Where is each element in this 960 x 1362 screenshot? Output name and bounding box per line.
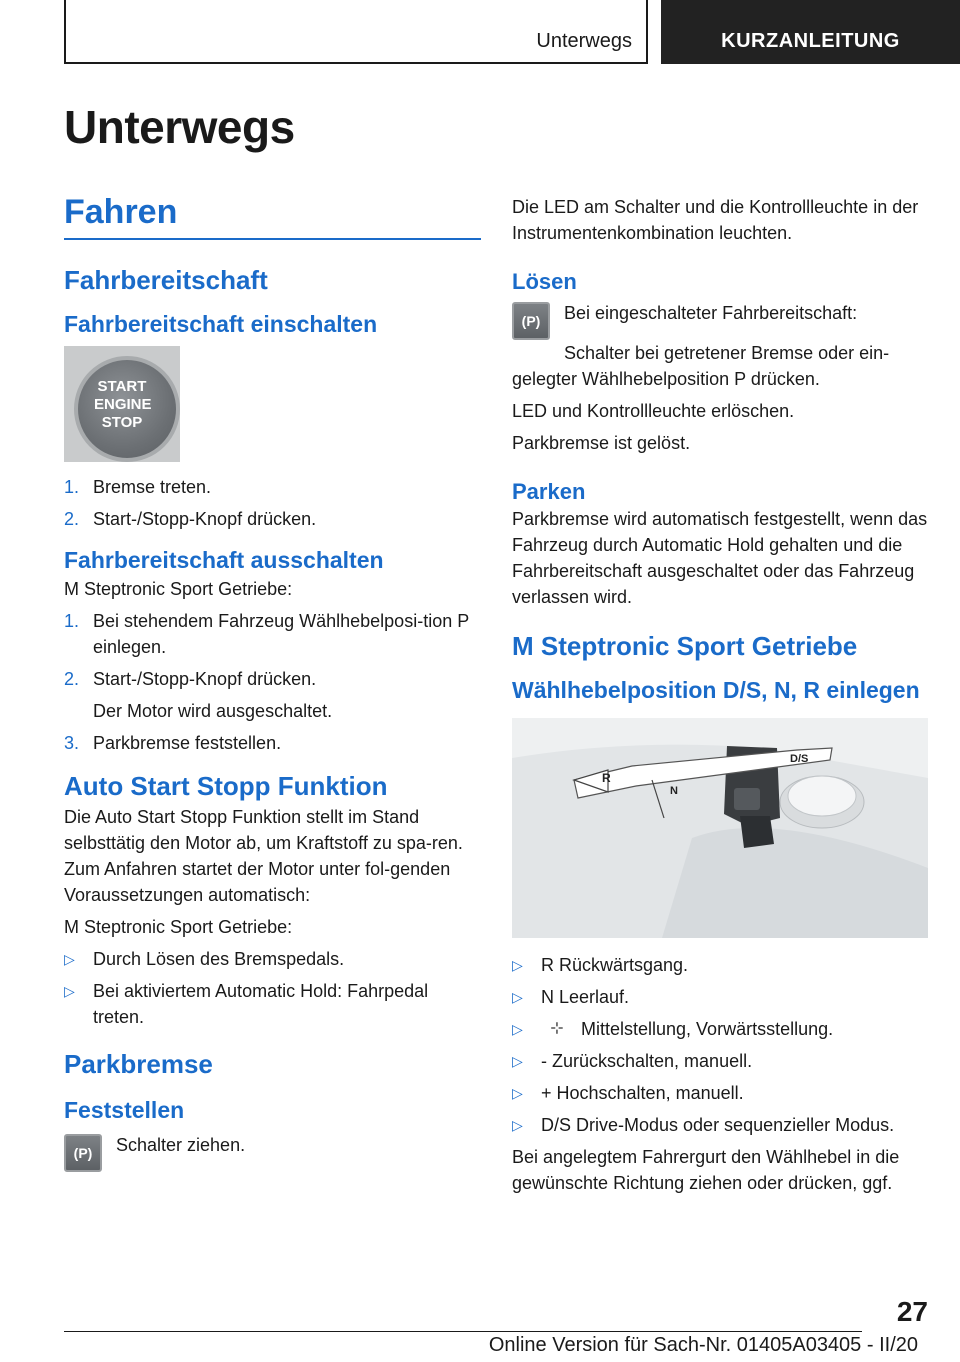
footer-divider [64, 1331, 862, 1332]
loesen-line1: Bei eingeschalteter Fahrbereitschaft: [564, 303, 858, 323]
heading-ausschalten: Fahrbereitschaft ausschalten [64, 547, 384, 573]
auto-start-text: Die Auto Start Stopp Funktion stellt im Stand selbsttätig den Motor ab, um Kraftstoff zu spa-ren. Zum Anfahren startet der Motor unter fol-genden Voraussetzungen automatisch: [64, 807, 463, 905]
step-text: Start-/Stopp-Knopf drücken. [93, 669, 317, 689]
loesen-line2: Schalter bei getretener Bremse oder ein-gelegter Wählhebelposition P drücken. [512, 343, 890, 389]
heading-parkbremse: Parkbremse [64, 1049, 213, 1079]
gear-selector-drawing [512, 718, 928, 938]
parken-text: Parkbremse wird automatisch festgestellt, wenn das Fahrzeug durch Automatic Hold gehalten und die Fahrbereitschaft ausgeschaltet oder das Fahrzeug verlassen wird. [512, 509, 928, 607]
triangle-bullet-icon: ▷ [64, 951, 75, 967]
auto-start-bullets [64, 946, 481, 1030]
parking-brake-icon: (P) [512, 302, 550, 340]
heading-feststellen: Feststellen [64, 1097, 185, 1123]
triangle-bullet-icon: ▷ [512, 1053, 523, 1069]
triangle-bullet-icon: ▷ [512, 989, 523, 1005]
bullet-text: N Leerlauf. [541, 987, 630, 1007]
heading-waehlhebel: Wählhebelposition D/S, N, R einlegen [512, 677, 920, 703]
header-section-box [64, 0, 648, 64]
step-number: 2. [64, 509, 80, 529]
list-item [64, 946, 481, 972]
bullet-text: + Hochschalten, manuell. [541, 1083, 744, 1103]
page-title: Unterwegs [64, 101, 295, 153]
gear-bullets [512, 952, 928, 1138]
list-item [512, 1048, 928, 1074]
step-text: Parkbremse feststellen. [93, 733, 282, 753]
loesen-p2: LED und Kontrollleuchte erlöschen. [512, 401, 795, 421]
parking-brake-icon: (P) [64, 1134, 102, 1172]
list-item [512, 1112, 928, 1138]
header-chapter-tab[interactable]: KURZANLEITUNG [661, 0, 960, 64]
page-number: 27 [896, 1296, 928, 1327]
heading-loesen: Lösen [512, 269, 577, 294]
loesen-row [512, 300, 928, 340]
closing-text: Bei angelegtem Fahrergurt den Wählhebel in die gewünschte Richtung ziehen oder drücken, ggf. [512, 1147, 900, 1193]
bullet-text: Mittelstellung, Vorwärtsstellung. [581, 1019, 834, 1039]
ausschalten-steps [64, 608, 481, 756]
loesen-p3: Parkbremse ist gelöst. [512, 433, 691, 453]
step-number: 1. [64, 611, 80, 631]
step-number: 2. [64, 669, 80, 689]
heading-auto-start-stopp: Auto Start Stopp Funktion [64, 771, 388, 801]
list-item [64, 608, 481, 660]
heading-einschalten: Fahrbereitschaft einschalten [64, 311, 378, 337]
list-item [64, 730, 481, 756]
list-item [512, 1016, 928, 1042]
footer-text: Online Version für Sach-Nr. 01405A03405 - II/20 [488, 1334, 918, 1356]
ausschalten-intro: M Steptronic Sport Getriebe: [64, 579, 293, 599]
left-column [64, 190, 481, 1172]
ausschalten-sub-note: Der Motor wird ausgeschaltet. [93, 701, 333, 721]
feststellen-text: Schalter ziehen. [116, 1135, 246, 1155]
triangle-bullet-icon: ▷ [512, 1085, 523, 1101]
stop-label-line: STOP [101, 414, 143, 431]
feststellen-row [64, 1132, 481, 1172]
gear-label-n: N [670, 785, 678, 797]
list-item [64, 506, 481, 532]
list-item [512, 984, 928, 1010]
einschalten-steps [64, 474, 481, 532]
bullet-text: D/S Drive-Modus oder sequenzieller Modus. [541, 1115, 895, 1135]
heading-fahrbereitschaft: Fahrbereitschaft [64, 265, 268, 295]
step-text: Bremse treten. [93, 477, 212, 497]
start-engine-stop-button-image [64, 346, 180, 462]
list-item [512, 952, 928, 978]
auto-start-intro: M Steptronic Sport Getriebe: [64, 917, 293, 937]
led-intro-text: Die LED am Schalter und die Kontrollleuchte in der Instrumentenkombination leuchten. [512, 197, 919, 243]
triangle-bullet-icon: ▷ [512, 1021, 523, 1037]
triangle-bullet-icon: ▷ [512, 1117, 523, 1133]
bullet-text: R Rückwärtsgang. [541, 955, 689, 975]
step-number: 1. [64, 477, 80, 497]
heading-fahren: Fahren [64, 190, 481, 240]
gear-selector-image [512, 718, 928, 938]
step-text: Start-/Stopp-Knopf drücken. [93, 509, 317, 529]
bullet-text: Durch Lösen des Bremspedals. [93, 949, 345, 969]
bullet-text: - Zurückschalten, manuell. [541, 1051, 753, 1071]
step-number: 3. [64, 733, 80, 753]
list-item [64, 474, 481, 500]
bullet-text: Bei aktiviertem Automatic Hold: Fahrpedal treten. [93, 981, 429, 1027]
start-button-label [94, 378, 150, 432]
heading-steptronic: M Steptronic Sport Getriebe [512, 631, 858, 661]
start-label-line: START [97, 378, 147, 395]
step-text: Bei stehendem Fahrzeug Wählhebelposi-tion P einlegen. [93, 611, 469, 657]
header-section-title: Unterwegs [536, 30, 632, 52]
triangle-bullet-icon: ▷ [64, 983, 75, 999]
shift-lever-icon: ⊹ [550, 1020, 564, 1037]
right-column [512, 194, 928, 1202]
list-item [64, 978, 481, 1030]
triangle-bullet-icon: ▷ [512, 957, 523, 973]
gear-label-r: R [602, 771, 611, 785]
engine-label-line: ENGINE [94, 396, 152, 413]
heading-parken: Parken [512, 479, 586, 504]
list-item [512, 1080, 928, 1106]
list-item [64, 666, 481, 692]
gear-label-ds: D/S [790, 753, 809, 765]
